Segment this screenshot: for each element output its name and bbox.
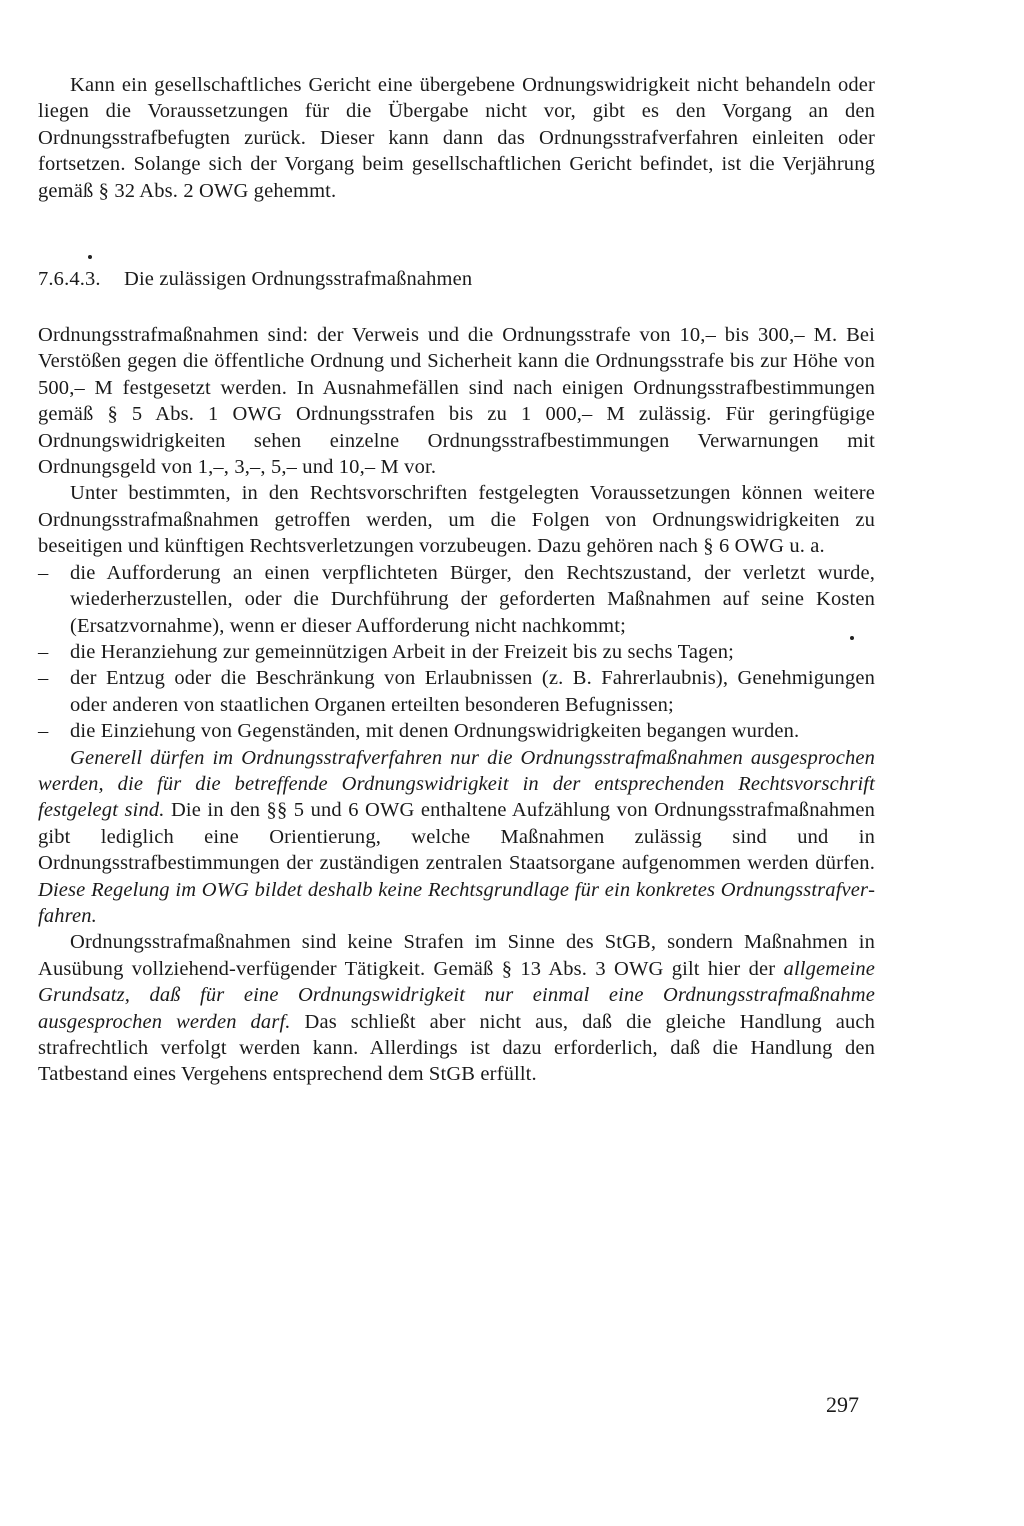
list-item xyxy=(38,665,875,718)
document-page xyxy=(38,72,875,1088)
body-text: Das schließt aber nicht aus, daß die gleiche Handlung auch strafrechtlich verfolgt werden kann. Allerdings ist dazu erforderlich, daß die Handlung den Tatbestand eines Vergehens entsprechend dem StGB erfüllt. xyxy=(38,1010,875,1086)
section-number: 7.6.4.3. xyxy=(38,268,101,291)
body-text: Die in den §§ 5 und 6 OWG enthaltene Aufzählung von Ordnungsstrafmaßnahmen gibt lediglich eine Orientierung, welche Maßnahmen zulässig sind und in Ordnungsstrafbestimmungen der zuständigen zentralen Staatsorgane aufgenommen werden dürfen. xyxy=(38,799,875,875)
list-item xyxy=(38,560,875,639)
section-title: Die zulässigen Ordnungsstrafmaßnahmen xyxy=(124,268,473,291)
dash-marker: – xyxy=(38,561,49,584)
measures-list xyxy=(38,560,875,745)
dash-marker: – xyxy=(38,640,49,663)
list-item-text: die Einziehung von Gegenständen, mit denen Ordnungswidrigkeiten begangen wurden. xyxy=(70,720,800,743)
italic-text: allgemeine Grundsatz, daß für eine Ordnungswidrigkeit nur einmal eine Ordnungsstrafmaßnahme ausgesprochen werden darf. xyxy=(38,957,875,1033)
print-speck xyxy=(88,255,92,259)
print-speck xyxy=(850,636,854,640)
list-item-text: die Aufforderung an einen verpflichteten Bürger, den Rechtszustand, der verletzt wurde, wiederherzustellen, oder die Durchführung der geforderten Maßnahmen auf seine Kosten (Ersatzvornahme), wenn er dieser Aufforderung nicht nachkommt; xyxy=(70,561,875,637)
paragraph-penalties: Ordnungsstrafmaßnahmen sind: der Verweis und die Ordnungsstrafe von 10,– bis 300,– M. Bei Verstößen gegen die öffentliche Ordnung und Sicherheit kann die Ordnungsstrafe bis zur Höhe von 500,– M festgesetzt werden. In Ausnahmefällen sind nach einigen Ordnungsstrafbestimmungen gemäß § 5 Abs. 1 OWG Ordnungsstrafen bis zu 1 000,– M zulässig. Für geringfügige Ordnungswidrigkeiten sehen einzelne Ordnungsstrafbestimmungen Verwarnungen mit Ordnungsgeld von 1,–, 3,–, 5,– und 10,– M vor. xyxy=(38,324,875,479)
paragraph-general-rule xyxy=(38,745,875,930)
list-item xyxy=(38,639,875,665)
list-item-text: der Entzug oder die Beschränkung von Erlaubnissen (z. B. Fahrerlaubnis), Genehmigungen oder anderen von staatlichen Organen erteilten besonderen Befugnissen; xyxy=(70,667,875,716)
dash-marker: – xyxy=(38,720,49,743)
page-number: 297 xyxy=(826,1392,859,1417)
section-heading xyxy=(38,266,875,292)
italic-text: Generell dürfen im Ordnungsstrafverfahren nur die Ordnungsstrafmaßnahmen ausgesprochen werden, die für die betreffende Ordnungswidrigkeit in der entsprechenden Rechtsvorschrift festgelegt sind. xyxy=(38,746,875,822)
body-text: Ordnungsstrafmaßnahmen sind keine Strafen im Sinne des StGB, sondern Maßnahmen in Ausübung vollziehend-verfügender Tätigkeit. Gemäß § 13 Abs. 3 OWG gilt hier der xyxy=(38,931,875,980)
dash-marker: – xyxy=(38,667,49,690)
list-item xyxy=(38,718,875,744)
italic-text: Diese Regelung im OWG bildet deshalb keine Rechtsgrundlage für ein konkretes Ordnungsstrafverfahren. xyxy=(38,878,875,927)
paragraph-further-measures: Unter bestimmten, in den Rechtsvorschriften festgelegten Voraussetzungen können weitere Ordnungsstrafmaßnahmen getroffen werden, um die Folgen von Ordnungswidrigkeiten zu beseitigen und künftigen Rechtsverletzungen vorzubeugen. Dazu gehören nach § 6 OWG u. a. xyxy=(38,482,875,558)
intro-paragraph: Kann ein gesellschaftliches Gericht eine übergebene Ordnungswidrigkeit nicht behandeln oder liegen die Voraussetzungen für die Übergabe nicht vor, gibt es den Vorgang an den Ordnungsstrafbefugten zurück. Dieser kann dann das Ordnungsstrafverfahren einleiten oder fortsetzen. Solange sich der Vorgang beim gesellschaftlichen Gericht befindet, ist die Verjährung gemäß § 32 Abs. 2 OWG gehemmt. xyxy=(38,74,875,202)
list-item-text: die Heranziehung zur gemeinnützigen Arbeit in der Freizeit bis zu sechs Tagen; xyxy=(70,640,734,663)
paragraph-principle xyxy=(38,929,875,1087)
